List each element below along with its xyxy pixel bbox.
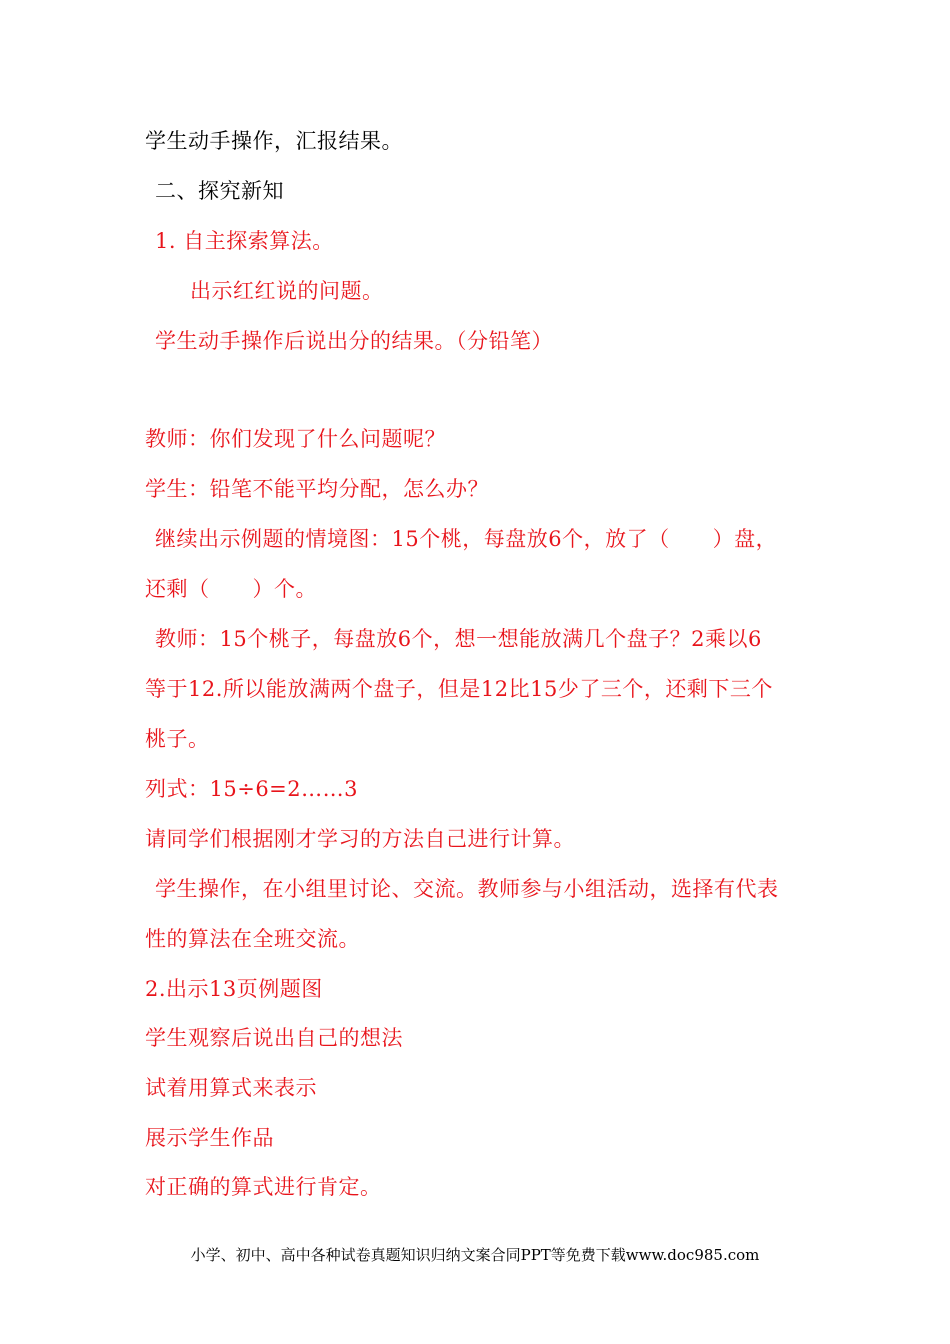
paragraph: 性的算法在全班交流。 bbox=[145, 927, 360, 951]
paragraph: 学生观察后说出自己的想法 bbox=[145, 1026, 403, 1050]
page-footer: 小学、初中、高中各种试卷真题知识归纳文案合同PPT等免费下载www.doc985.com bbox=[190, 1246, 760, 1264]
paragraph: 还剩（ ）个。 bbox=[145, 577, 317, 601]
paragraph: 教师：15个桃子，每盘放6个，想一想能放满几个盘子？2乘以6 bbox=[155, 627, 762, 651]
paragraph: 桃子。 bbox=[145, 727, 210, 751]
paragraph: 学生动手操作，汇报结果。 bbox=[145, 129, 403, 153]
paragraph: 等于12.所以能放满两个盘子，但是12比15少了三个，还剩下三个 bbox=[145, 677, 773, 701]
paragraph: 试着用算式来表示 bbox=[145, 1076, 317, 1100]
paragraph: 对正确的算式进行肯定。 bbox=[145, 1175, 382, 1199]
subsection-heading: 2.出示13页例题图 bbox=[145, 977, 323, 1001]
section-heading: 二、探究新知 bbox=[155, 179, 284, 203]
equation: 列式：15÷6=2……3 bbox=[145, 777, 358, 801]
paragraph: 学生操作，在小组里讨论、交流。教师参与小组活动，选择有代表 bbox=[155, 877, 779, 901]
paragraph: 学生：铅笔不能平均分配，怎么办？ bbox=[145, 477, 489, 501]
paragraph: 继续出示例题的情境图：15个桃，每盘放6个，放了（ ）盘， bbox=[155, 527, 778, 551]
paragraph: 出示红红说的问题。 bbox=[190, 279, 384, 303]
paragraph: 展示学生作品 bbox=[145, 1126, 274, 1150]
paragraph: 学生动手操作后说出分的结果。（分铅笔） bbox=[155, 329, 553, 353]
paragraph: 教师：你们发现了什么问题呢？ bbox=[145, 427, 446, 451]
subsection-heading: 1. 自主探索算法。 bbox=[155, 229, 334, 253]
paragraph: 请同学们根据刚才学习的方法自己进行计算。 bbox=[145, 827, 575, 851]
